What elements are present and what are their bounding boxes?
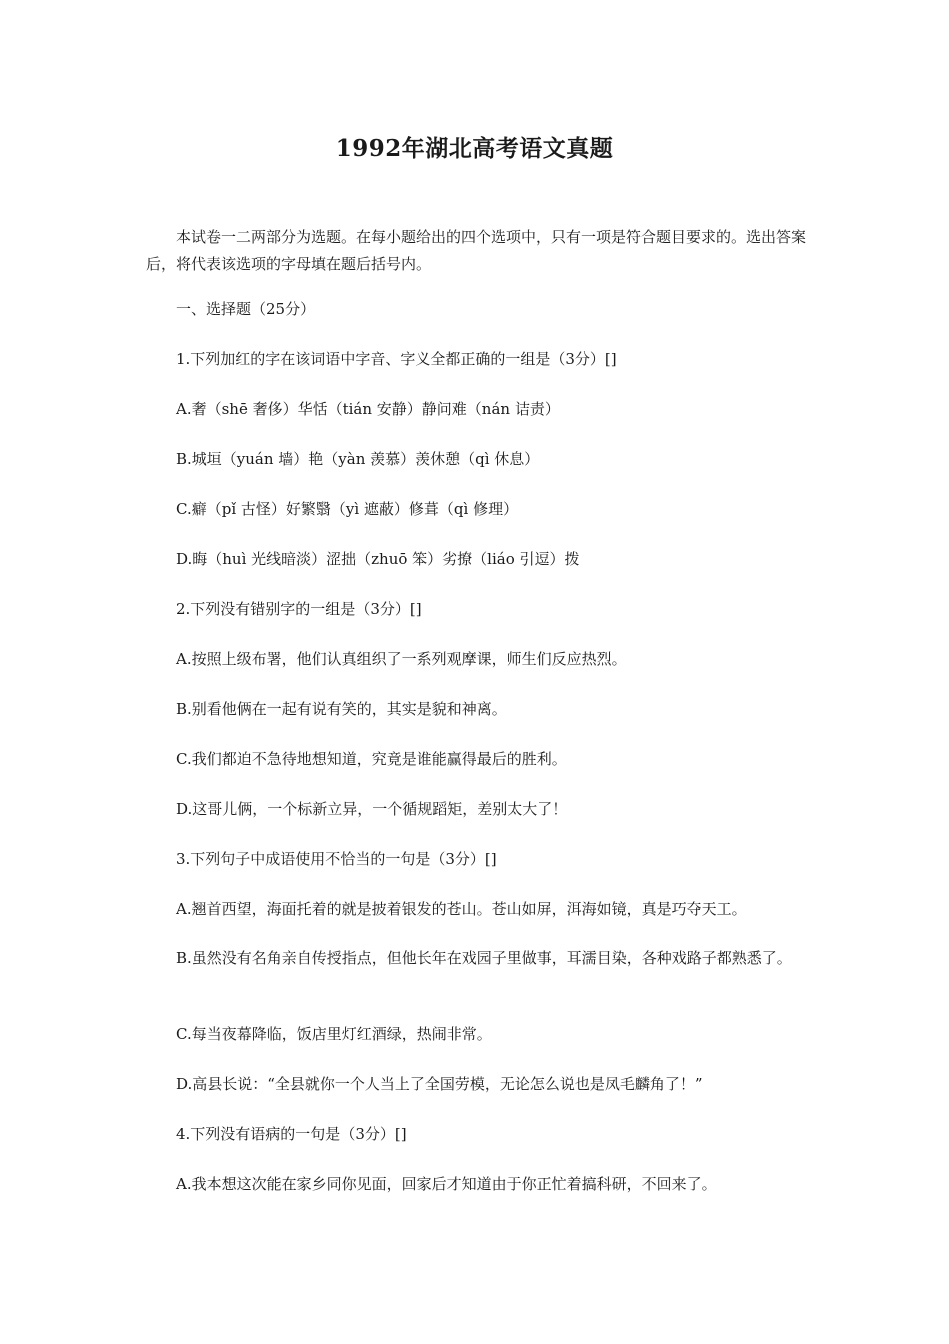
question-stem: 2.下列没有错别字的一组是（3分）[] xyxy=(176,600,422,618)
question-option: C.癖（pǐ 古怪）好繁翳（yì 遮蔽）修葺（qì 修理） xyxy=(176,500,519,518)
question-option: A.我本想这次能在家乡同你见面，回家后才知道由于你正忙着搞科研，不回来了。 xyxy=(176,1175,717,1193)
question-option: B.城垣（yuán 墙）艳（yàn 羡慕）羡休憩（qì 休息） xyxy=(176,450,540,468)
page-title: 1992年湖北高考语文真题 xyxy=(335,135,614,162)
question-option: D.高县长说：“全县就你一个人当上了全国劳模，无论怎么说也是凤毛麟角了！” xyxy=(176,1075,703,1093)
question-option: D.晦（huì 光线暗淡）涩拙（zhuō 笨）劣撩（liáo 引逗）拨 xyxy=(176,550,580,568)
question-option: B.别看他俩在一起有说有笑的，其实是貌和神离。 xyxy=(176,700,507,718)
question-stem: 4.下列没有语病的一句是（3分）[] xyxy=(176,1125,407,1143)
section-heading: 一、选择题（25分） xyxy=(176,300,316,318)
question-option: D.这哥儿俩，一个标新立异，一个循规蹈矩，差别太大了！ xyxy=(176,800,568,818)
question-stem: 1.下列加红的字在该词语中字音、字义全都正确的一组是（3分）[] xyxy=(176,350,617,368)
question-option: A.翘首西望，海面托着的就是披着银发的苍山。苍山如屏，洱海如镜，真是巧夺天工。 xyxy=(176,900,747,918)
question-option: C.我们都迫不急待地想知道，究竟是谁能赢得最后的胜利。 xyxy=(176,750,567,768)
question-option: A.奢（shē 奢侈）华恬（tián 安静）静问难（nán 诘责） xyxy=(176,400,560,418)
question-option: A.按照上级布署，他们认真组织了一系列观摩课，师生们反应热烈。 xyxy=(176,650,627,668)
question-option: B.虽然没有名角亲自传授指点，但他长年在戏园子里做事，耳濡目染，各种戏路子都熟悉了。 xyxy=(176,949,792,967)
question-stem: 3.下列句子中成语使用不恰当的一句是（3分）[] xyxy=(176,850,497,868)
question-option: C.每当夜幕降临，饭店里灯红酒绿，热闹非常。 xyxy=(176,1025,492,1043)
intro-paragraph: 本试卷一二两部分为选题。在每小题给出的四个选项中，只有一项是符合题目要求的。选出答案后，将代表该选项的字母填在题后括号内。 xyxy=(146,228,807,273)
